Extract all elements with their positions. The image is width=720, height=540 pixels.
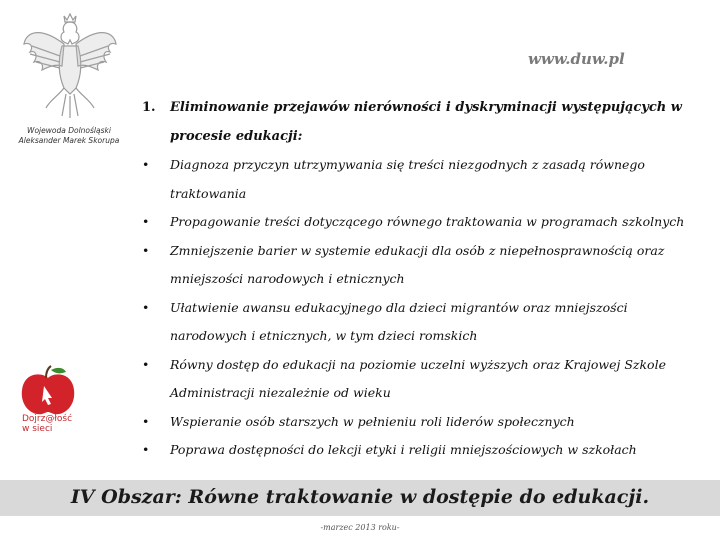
list-item-text: narodowych i etnicznych, w tym dzieci romskich (170, 328, 478, 343)
website-url: www.duw.pl (528, 50, 625, 68)
list-item-text: mniejszości narodowych i etnicznych (170, 271, 405, 286)
eagle-emblem-icon (20, 4, 120, 124)
sidebar (0, 0, 120, 480)
bullet-icon: • (142, 413, 150, 429)
list-item (142, 351, 718, 380)
list-item-text: Zmniejszenie barier w systemie edukacji dla osób z niepełnosprawnością oraz (170, 242, 665, 258)
list-item-text: Propagowanie treści dotyczącego równego traktowania w programach szkolnych (170, 214, 685, 229)
list-item-text: Administracji niezależnie od wieku (170, 385, 391, 400)
list-item-continuation (142, 322, 718, 351)
list-item (142, 151, 718, 180)
title-bar (0, 480, 720, 516)
date-footer: -marzec 2013 roku- (320, 523, 400, 532)
heading-text-line1: Eliminowanie przejawów nierówności i dyskryminacji występujących w (170, 100, 682, 115)
slide-title: IV Obszar: Równe traktowanie w dostępie do edukacji. (70, 486, 650, 508)
content-list (142, 94, 718, 465)
list-item-text: Ułatwienie awansu edukacyjnego dla dzieci migrantów oraz mniejszości (170, 299, 628, 315)
list-item-continuation (142, 265, 718, 294)
governor-title: Wojewoda Dolnośląski (27, 126, 111, 135)
list-item-text: Poprawa dostępności do lekcji etyki i religii mniejszościowych w szkołach (170, 442, 637, 457)
apple-logo-line2: w sieci (22, 424, 53, 434)
list-item (142, 408, 718, 437)
bullet-icon: • (142, 157, 150, 172)
heading-text-line2: procesie edukacji: (170, 128, 303, 144)
governor-name: Aleksander Marek Skorupa (18, 136, 120, 145)
list-item-continuation (142, 379, 718, 408)
bullet-icon: • (142, 442, 150, 457)
governor-signature (10, 126, 128, 146)
apple-logo-caption (22, 414, 94, 434)
list-item (142, 436, 718, 465)
list-item-continuation (142, 180, 718, 209)
list-item (142, 294, 718, 323)
list-item-text: Wspieranie osób starszych w pełnieniu roli liderów społecznych (170, 413, 575, 429)
list-item-text: Równy dostęp do edukacji na poziomie uczelni wyższych oraz Krajowej Szkole (170, 356, 666, 372)
list-item-text: traktowania (170, 185, 247, 201)
bullet-icon: • (142, 242, 150, 258)
heading-number: 1. (142, 100, 156, 115)
bullet-icon: • (142, 356, 150, 372)
heading-line1 (142, 94, 718, 123)
bullet-icon: • (142, 299, 150, 315)
list-item (142, 237, 718, 266)
list-item-text: Diagnoza przyczyn utrzymywania się treści niezgodnych z zasadą równego (170, 157, 645, 172)
heading-line2 (142, 123, 718, 152)
list-item (142, 208, 718, 237)
apple-logo-line1: Dojrz@łość (22, 414, 73, 424)
bullet-icon: • (142, 214, 150, 229)
